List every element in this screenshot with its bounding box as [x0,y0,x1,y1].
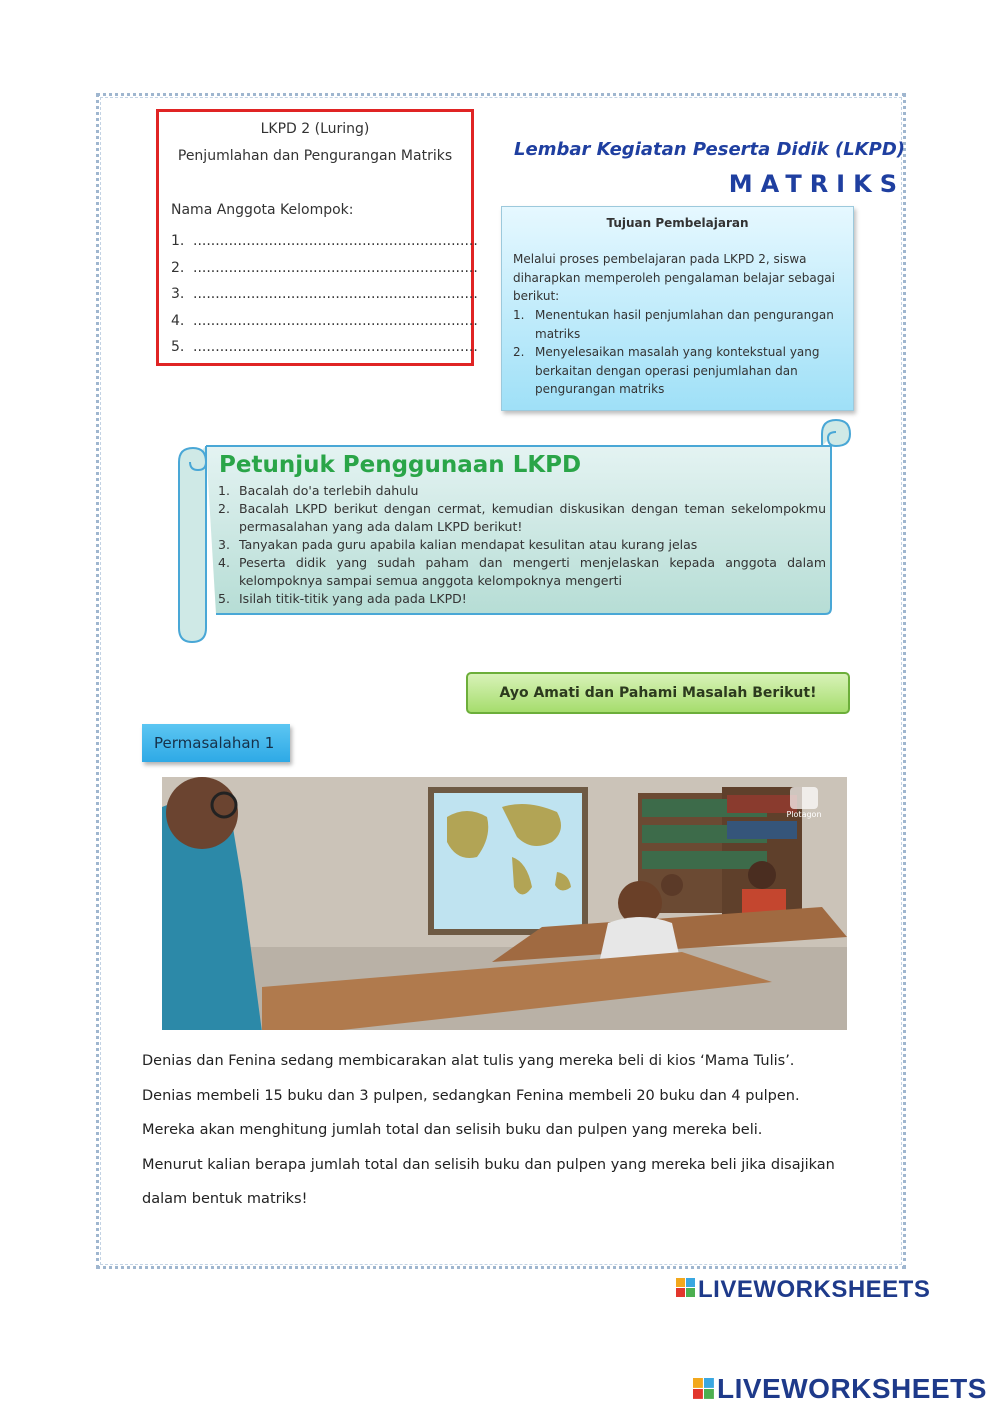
instructions-list [218,482,826,608]
instruction-item: 5. Isilah titik-titik yang ada pada LKPD! [218,591,467,606]
member-line-3[interactable]: 3. ................................................................ [171,286,478,302]
student-mid-head [661,874,683,896]
observe-banner: Ayo Amati dan Pahami Masalah Berikut! [466,672,850,714]
instruction-item: 1. Bacalah do'a terlebih dahulu [218,483,419,498]
member-list [171,228,478,361]
members-label: Nama Anggota Kelompok: [171,202,354,218]
objectives-heading: Tujuan Pembelajaran [606,216,749,230]
problem-1-label: Permasalahan 1 [142,724,290,762]
plotagon-logo [790,787,818,809]
group-identity-box [156,109,478,366]
identity-subtitle: Penjumlahan dan Pengurangan Matriks [177,148,453,164]
member-line-1[interactable]: 1. ................................................................ [171,233,478,249]
topic-title: MATRIKS [728,170,905,198]
story-line: dalam bentuk matriks! [142,1191,308,1207]
instructions-title: Petunjuk Penggunaan LKPD [219,452,582,478]
story-line: Mereka akan menghitung jumlah total dan selisih buku dan pulpen yang mereka beli. [142,1122,763,1138]
instruction-item: 2. Bacalah LKPD berikut dengan cermat, kemudian diskusikan dengan teman sekelompokmu permasalahan yang ada dalam LKPD berikut! [218,501,826,534]
learning-objectives-box [501,206,854,411]
classroom-scene [162,777,847,1030]
objective-item: 2. Menyelesaikan masalah yang kontekstual yang berkaitan dengan operasi penjumlahan dan pengurangan matriks [513,345,820,396]
lkpd-title: Lembar Kegiatan Peserta Didik (LKPD) [514,139,905,160]
liveworksheets-mark-icon [676,1277,696,1305]
instruction-item: 4. Peserta didik yang sudah paham dan mengerti menjelaskan kepada anggota dalam kelompoknya sampai semua anggota kelompoknya mengerti [218,555,826,588]
liveworksheets-logo[interactable] [676,1276,930,1305]
student-back-head [748,861,776,889]
member-line-4[interactable]: 4. ................................................................ [171,312,478,329]
problem-story [142,1050,872,1223]
scroll-right-curl [822,420,850,446]
story-line: Denias dan Fenina sedang membicarakan alat tulis yang mereka beli di kios ‘Mama Tulis’. [142,1053,795,1069]
objective-item: 1. Menentukan hasil penjumlahan dan pengurangan matriks [513,308,834,341]
scroll-left-curl [179,446,206,642]
plotagon-watermark: Plotagon [786,810,822,819]
story-line: Denias membeli 15 buku dan 3 pulpen, sedangkan Fenina membeli 20 buku dan 4 pulpen. [142,1087,800,1104]
instruction-item: 3. Tanyakan pada guru apabila kalian mendapat kesulitan atau kurang jelas [218,537,698,552]
classroom-illustration [162,777,847,1030]
student-foreground-head [166,777,238,849]
objectives-intro: Melalui proses pembelajaran pada LKPD 2, siswa diharapkan memperoleh pengalaman belajar sebagai berikut: [513,252,835,303]
liveworksheets-logo-footer[interactable] [693,1373,987,1407]
liveworksheets-logo-text: LIVEWORKSHEETS [698,1276,931,1303]
identity-title: LKPD 2 (Luring) [260,121,370,137]
member-line-2[interactable]: 2. ................................................................ [171,259,478,276]
member-line-5[interactable]: 5. ................................................................ [171,339,478,355]
liveworksheets-mark-icon [693,1375,715,1407]
story-line: Menurut kalian berapa jumlah total dan selisih buku dan pulpen yang mereka beli jika disajikan [142,1156,835,1173]
liveworksheets-logo-text: LIVEWORKSHEETS [717,1373,987,1404]
objectives-list [513,306,843,399]
